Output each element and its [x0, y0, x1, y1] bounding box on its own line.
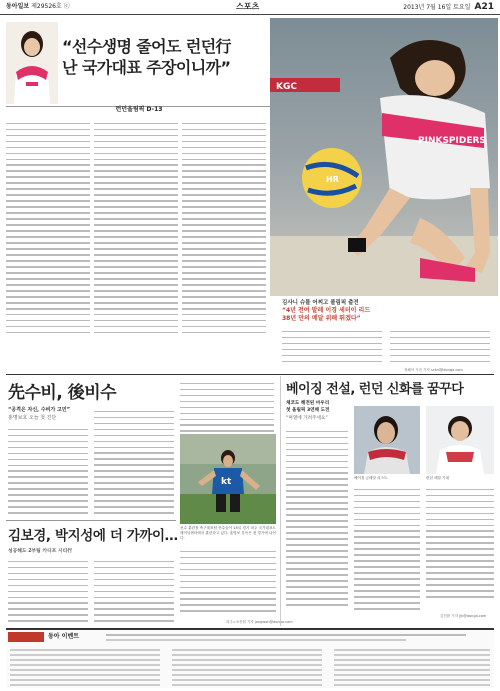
footer-rule-1 [106, 634, 466, 636]
footer-brand: 동아 이벤트 [48, 633, 80, 640]
story4-credit: 김진환 기자 jjh@donga.com [440, 614, 487, 618]
story4-body-col3 [426, 484, 494, 612]
story4-vertical-rule [280, 376, 281, 626]
story4-headline: 베이징 전설, 런던 신화를 꿈꾸다 [286, 382, 464, 397]
story4-photo-2 [426, 406, 494, 474]
caption-line3: 38년 만의 메달 위해 뛰겠다” [282, 315, 361, 322]
player-portrait [6, 22, 58, 104]
story2-jersey-text: kt [221, 477, 232, 487]
story2-body-col1 [8, 424, 88, 520]
story2-credit: 파주=조종원 기자 jongwon@donga.com [226, 620, 293, 624]
jersey-text: PINKSPIDERS [418, 136, 486, 146]
footer-ad [6, 628, 494, 688]
story2-headline: 先수비, 後비수 [8, 383, 117, 403]
story2-photo [180, 434, 276, 524]
lead-headline-line1: “선수생명 줄어도 런던行 [62, 37, 231, 56]
lead-headline-line2: 난 국가대표 주장이니까” [62, 58, 231, 77]
section-name: 스포츠 [236, 2, 260, 11]
story4-caption2: 런던 메달 기대 [426, 476, 450, 480]
lead-body-col1 [6, 118, 90, 350]
story3-headline: 김보경, 박지성에 더 가까이… [8, 528, 178, 544]
caption-line2: “4년 전여 발레 이경 세터이 리드 [282, 307, 371, 314]
story4-photo-1 [354, 406, 420, 474]
footer-listing-col1 [10, 646, 160, 686]
story2-body-col3 [180, 378, 274, 434]
story3-divider [6, 520, 176, 521]
story2-sub1: “공격은 자신, 수비가 고민” [8, 407, 70, 413]
story4-subheads [286, 400, 330, 422]
team-text: KGC [276, 82, 297, 92]
ball-text: HR [326, 175, 339, 184]
story4-body-col1 [286, 426, 348, 624]
story4-sub1: 체코도 해전된 마우리 [286, 401, 330, 406]
caption-line1: 김사니 슈를 어찌고 볼림픽 출전 [282, 300, 359, 306]
story3-body-col1 [8, 556, 88, 626]
lead-caption [282, 300, 492, 323]
date-page: 2013년 7월 16일 토요일 A21 [403, 2, 494, 12]
footer-logo-block [8, 632, 44, 642]
footer-rule-2 [106, 639, 406, 641]
story4-caption1: 베이징 금메달 리스트 [354, 476, 388, 480]
story3-sub: 성공해도 2부팀 카디프 시티行 [8, 549, 73, 554]
footer-listing-col2 [172, 646, 322, 686]
lead-photo-text1 [282, 326, 382, 366]
story2-caption: 선수 훈련장 축구대표팀 선수들이 15일 경기 파주 국가대표트레이닝센터에서 훈련하고 있다. 홍명보 감독은 첫 경기에 나선다. [180, 526, 276, 540]
story2-subheads [8, 406, 70, 422]
lead-photo-credit: 정해석 사진 기자 scfzil@donga.com [404, 368, 463, 372]
story2-body-col4 [180, 546, 276, 618]
story2-sub2: 홍명보호 오늘 첫 진단 [8, 415, 57, 421]
page-header [0, 0, 500, 15]
story4-body-col2 [354, 484, 420, 624]
lead-headline [62, 36, 282, 78]
lead-photo-text2 [390, 326, 490, 366]
lead-photo [270, 18, 498, 296]
story4-sub2: 첫 올림픽 3연패 도전 [286, 408, 330, 414]
lead-body-col3 [182, 118, 266, 350]
story3-body-col2 [94, 556, 174, 626]
lead-series-label: 런던올림픽 D-13 [115, 106, 163, 113]
story2-body-col2 [94, 406, 174, 520]
section-divider [6, 374, 494, 375]
footer-listing-col3 [334, 646, 490, 686]
story4-sub3: “며열에 가려주세요” [286, 415, 328, 421]
paper-name: 동아일보 제29526호 ⓒ [6, 3, 70, 10]
lead-body-col2 [94, 118, 178, 350]
